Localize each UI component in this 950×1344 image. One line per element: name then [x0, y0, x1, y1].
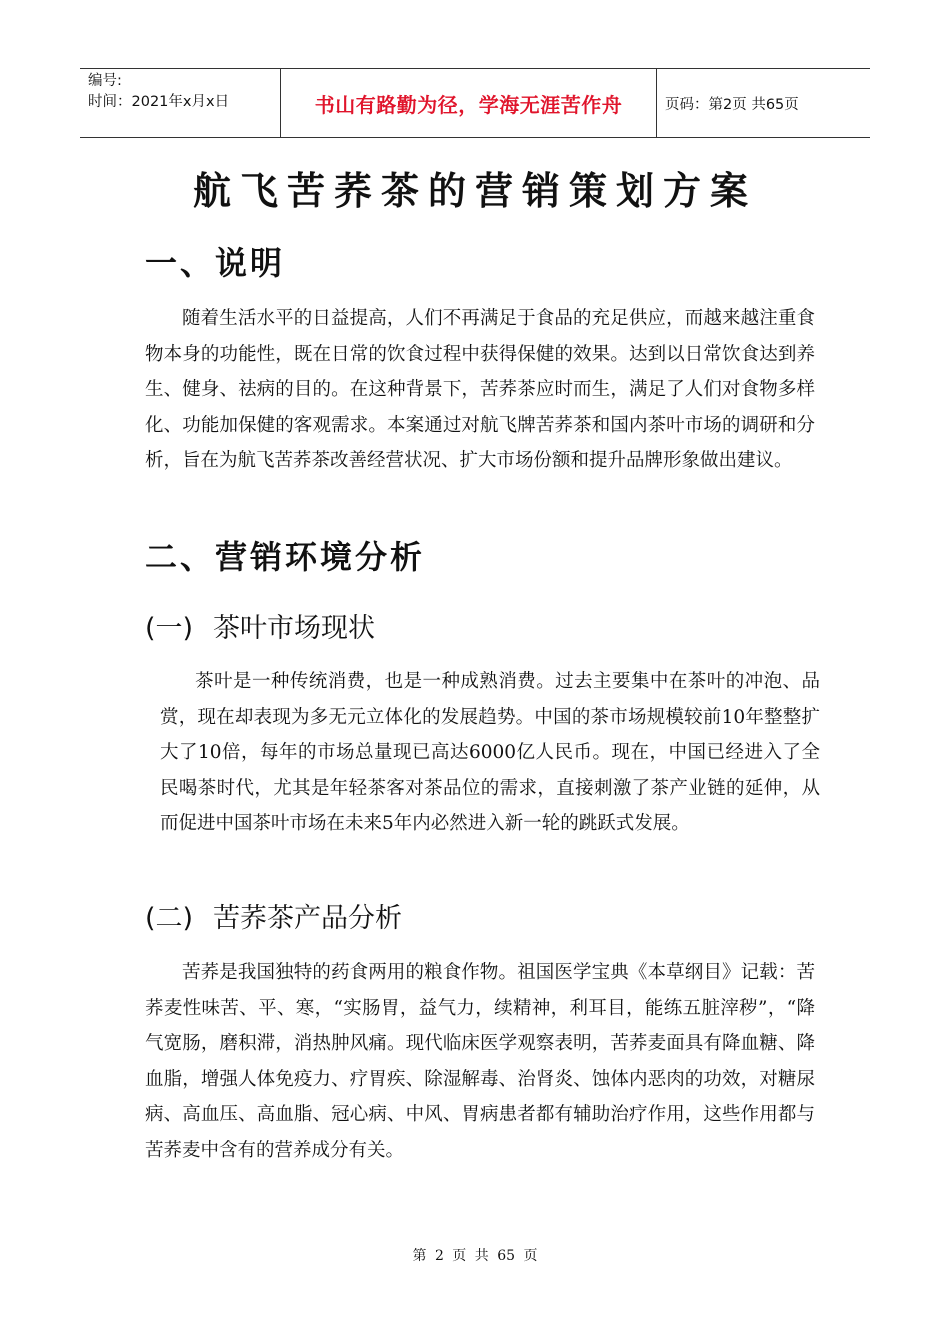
subsection-number-2: (二)	[145, 903, 194, 934]
header-left-cell	[80, 69, 281, 137]
section-heading-2: 二、营销环境分析	[145, 538, 426, 576]
subsection-heading-2	[145, 896, 402, 935]
subsection-title-2: 苦荞茶产品分析	[213, 903, 402, 934]
header-table	[80, 68, 870, 138]
subsection-number-1: (一)	[145, 613, 194, 644]
section-heading-1: 一、说明	[145, 244, 286, 282]
subsection-2-paragraph: 苦荞是我国独特的药食两用的粮食作物。祖国医学宝典《本草纲目》记载：苦荞麦性味苦、平、寒，“实肠胃，益气力，续精神，利耳目，能练五脏滓秽”，“降气宽肠，磨积滞，消热肿风痛。现代临床医学观察表明，苦荞麦面具有降血糖、降血脂，增强人体免疫力、疗胃疾、除湿解毒、治肾炎、蚀体内恶肉的功效，对糖尿病、高血压、高血脂、冠心病、中风、胃病患者都有辅助治疗作用，这些作用都与苦荞麦中含有的营养成分有关。	[145, 962, 815, 1161]
subsection-title-1: 茶叶市场现状	[213, 613, 375, 644]
code-label: 编号:	[88, 73, 122, 89]
page-footer: 第 2 页 共 65 页	[412, 1248, 538, 1264]
date-label: 时间：2021年x月x日	[88, 94, 230, 110]
header-page-info: 页码：第2页 共65页	[665, 96, 799, 113]
header-motto: 书山有路勤为径，学海无涯苦作舟	[281, 69, 657, 137]
subsection-1-paragraph: 茶叶是一种传统消费，也是一种成熟消费。过去主要集中在茶叶的冲泡、品赏，现在却表现为多无元立体化的发展趋势。中国的茶市场规模较前10年整整扩大了10倍，每年的市场总量现已高达6000亿人民币。现在，中国已经进入了全民喝茶时代，尤其是年轻茶客对茶品位的需求，直接刺激了茶产业链的延伸，从而促进中国茶叶市场在未来5年内必然进入新一轮的跳跃式发展。	[160, 671, 820, 834]
section-1-paragraph: 随着生活水平的日益提高，人们不再满足于食品的充足供应，而越来越注重食物本身的功能性，既在日常的饮食过程中获得保健的效果。达到以日常饮食达到养生、健身、祛病的目的。在这种背景下，苦荞茶应时而生，满足了人们对食物多样化、功能加保健的客观需求。本案通过对航飞牌苦荞茶和国内茶叶市场的调研和分析，旨在为航飞苦荞茶改善经营状况、扩大市场份额和提升品牌形象做出建议。	[145, 308, 815, 471]
subsection-heading-1	[145, 606, 375, 645]
document-title: 航飞苦荞茶的营销策划方案	[192, 169, 757, 213]
